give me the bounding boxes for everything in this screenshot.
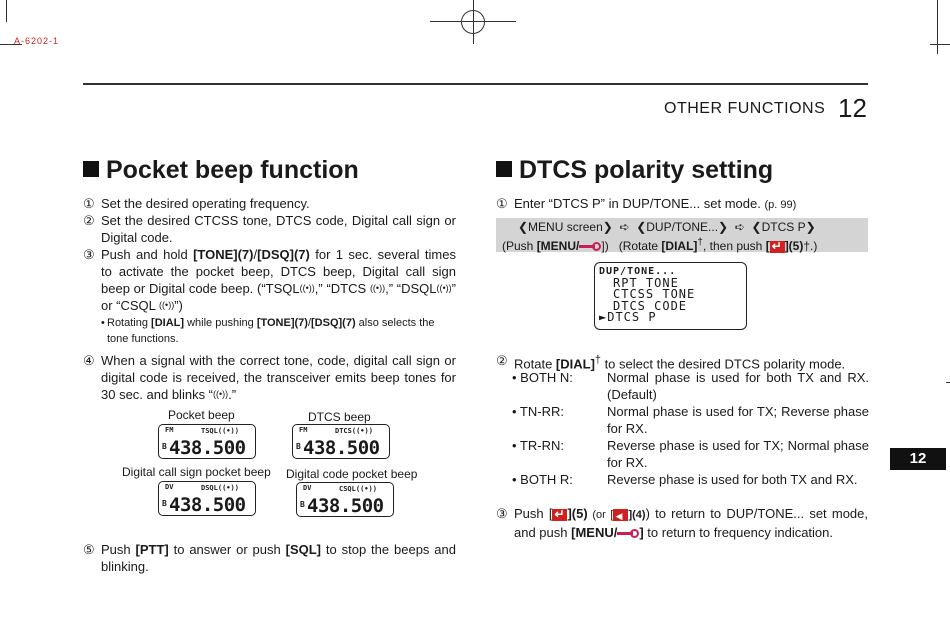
dtcs-step-1: [496, 195, 868, 214]
lcd-menu-item: RPT TONE: [613, 275, 679, 290]
pocket-beep-title: Pocket beep function: [83, 156, 359, 185]
lcd-dtcs-beep: [292, 424, 390, 459]
square-bullet-icon: [496, 161, 512, 177]
mode-label: FM: [165, 426, 174, 434]
menu-path-row: ❮MENU screen❯ ➪ ❮DUP/TONE...❯ ➪ ❮DTCS P❯: [518, 220, 816, 234]
lcd-menu-header: DUP/TONE...: [599, 266, 677, 277]
key-icon: [617, 529, 639, 538]
chapter-title: OTHER FUNCTIONS: [664, 100, 826, 117]
lcd-digital-call-sign-beep: [158, 481, 256, 516]
enter-key-icon: [770, 241, 785, 253]
lcd-pocket-beep: [158, 424, 256, 459]
dtcs-step-3: [496, 505, 868, 541]
caption-digital-call-sign-beep: Digital call sign pocket beep: [122, 465, 271, 479]
tone-indicator: DTCS((•)): [335, 427, 373, 435]
step-3: ③ Push [↵ ](5) (or [◀ ](4)) to return to DUP/TONE... set mode, and push [MENU/ ] to return to frequency indication.: [496, 505, 868, 541]
step-2: ② Rotate [DIAL]† to select the desired DTCS polarity mode.: [496, 353, 846, 372]
print-code: A-6202-1: [14, 36, 60, 46]
frequency-readout: 438.500: [169, 437, 246, 459]
lcd-digital-code-beep: [296, 482, 394, 517]
lcd-menu-item: CTCSS TONE: [613, 287, 696, 301]
band-label: B: [162, 442, 167, 451]
arrow-icon: ➪: [619, 220, 630, 234]
dtcs-polarity-title: DTCS polarity setting: [496, 156, 773, 185]
tone-indicator: CSQL((•)): [339, 485, 377, 493]
crop-mark-right-v: [937, 0, 938, 54]
mode-tr-rn: • TR-RN: Reverse phase is used for TX; Normal phase for RX.: [512, 438, 869, 470]
caption-digital-code-beep: Digital code pocket beep: [286, 467, 418, 481]
key-icon: [579, 242, 601, 251]
band-label: B: [162, 499, 167, 508]
mode-tn-rr: • TN-RR: Normal phase is used for TX; Reverse phase for RX.: [512, 404, 869, 436]
enter-key-icon: [552, 509, 567, 521]
step-1: ① Enter “DTCS P” in DUP/TONE... set mode. (p. 99): [496, 196, 797, 211]
crop-mark-left-v: [6, 0, 7, 22]
band-label: B: [296, 442, 301, 451]
frequency-readout: 438.500: [303, 437, 380, 459]
dup-tone-lcd: [594, 262, 747, 330]
mode-both-r: • BOTH R: Reverse phase is used for both TX and RX.: [512, 472, 858, 487]
step-3: ③ Push and hold [TONE](7)/[DSQ](7) for 1 sec. several times to activate the pocket beep, DTCS beep, Digital call sign beep or Digital code beep. (“TSQL((•)),” “DTCS ((•)),” “DSQL((•))” or “CSQL ((•))”): [83, 247, 456, 313]
pocket-beep-steps: [83, 195, 456, 403]
caption-pocket-beep: Pocket beep: [168, 408, 235, 422]
mode-label: DV: [303, 484, 312, 492]
arrow-icon: ➪: [734, 220, 745, 234]
header-rule: [83, 83, 868, 85]
tone-indicator: TSQL((•)): [201, 427, 239, 435]
back-key-icon: [613, 509, 628, 521]
mode-label: FM: [299, 426, 308, 434]
caption-dtcs-beep: DTCS beep: [308, 410, 371, 424]
side-tick: [946, 382, 950, 383]
tone-select-note: • Rotating [DIAL] while pushing [TONE](7)/[DSQ](7) also selects the tone functions.: [101, 317, 435, 345]
selection-cursor-icon: ►: [599, 310, 608, 324]
square-bullet-icon: [83, 161, 99, 177]
frequency-readout: 438.500: [307, 495, 384, 517]
step-2: ② Set the desired CTCSS tone, DTCS code, Digital call sign or Digital code.: [83, 213, 456, 245]
menu-path-instructions: (Push [MENU/ ]) (Rotate [DIAL]†, then push [↵ ](5)†.): [502, 235, 862, 254]
step-4: ④ When a signal with the correct tone, code, digital call sign or digital code is received, the transceiver emits beep tones for 30 sec. and blinks “((•)).”: [83, 353, 456, 402]
band-label: B: [300, 500, 305, 509]
pocket-beep-step-5: [83, 541, 456, 575]
mode-both-n: • BOTH N: Normal phase is used for both TX and RX. (Default): [512, 370, 869, 402]
chapter-number: 12: [838, 93, 867, 123]
step-1: ① Set the desired operating frequency.: [83, 196, 310, 211]
lcd-menu-item-selected: ►DTCS P: [599, 310, 657, 324]
registration-mark: [461, 10, 485, 34]
mode-label: DV: [165, 483, 174, 491]
lcd-menu-item: DTCS CODE: [613, 298, 688, 313]
tone-indicator: DSQL((•)): [201, 484, 239, 492]
chapter-tab: 12: [890, 448, 946, 470]
signal-icon: ((•)): [299, 283, 315, 293]
frequency-readout: 438.500: [169, 494, 246, 516]
crop-mark-right: [930, 44, 950, 45]
menu-path-box: [496, 218, 868, 252]
step-5: ⑤ Push [PTT] to answer or push [SQL] to stop the beeps and blinking.: [83, 542, 456, 574]
